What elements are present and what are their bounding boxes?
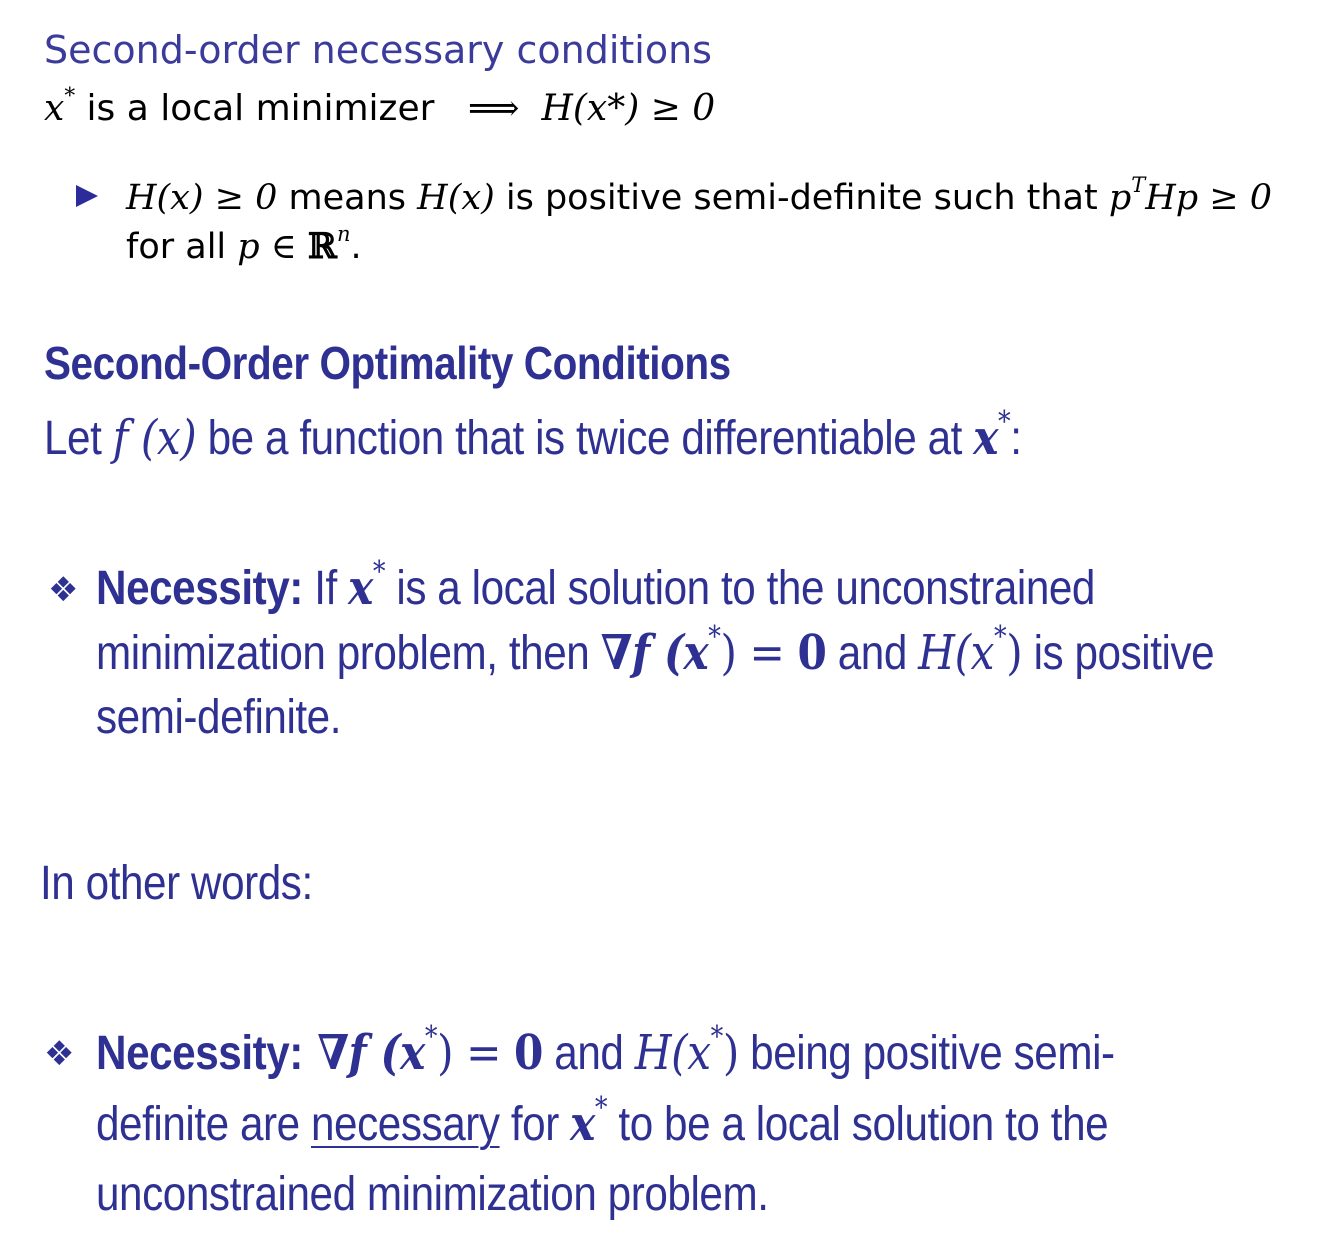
- necessity2-definite: definite are: [96, 1098, 312, 1151]
- intro-let: Let: [44, 412, 113, 465]
- intro-fx: f (x): [112, 410, 197, 466]
- bullet-line-2: [76, 222, 1316, 267]
- intro-star: *: [997, 403, 1011, 438]
- bullet-item: [76, 173, 1316, 267]
- necessity2-grad-close: ): [437, 1025, 454, 1081]
- necessity2-for: for: [499, 1098, 571, 1151]
- necessity1-row1: [96, 553, 1214, 621]
- condition-lhs-star: *: [64, 83, 76, 109]
- condition-lhs-text: is a local minimizer: [75, 88, 446, 129]
- diamond-bullet-icon: ❖: [44, 1034, 75, 1074]
- necessity2-h: H(x: [634, 1025, 711, 1081]
- bullet-real-set: ℝ: [307, 226, 337, 267]
- necessity1-h-star: *: [993, 618, 1007, 653]
- necessity2-necessary: necessary: [311, 1098, 500, 1151]
- necessity2-label: Necessity:: [96, 1027, 303, 1080]
- necessity-block-2: [96, 1018, 1254, 1230]
- bullet-expr-hp: Hp ≥ 0: [1145, 178, 1273, 218]
- condition-line: [44, 83, 716, 129]
- diamond-bullet-icon: ❖: [48, 570, 79, 610]
- necessity1-h-close: ): [1006, 625, 1023, 681]
- section-title: Second-order necessary conditions: [44, 28, 712, 72]
- necessity1-grad-star: *: [708, 618, 721, 653]
- necessity2-x: x: [570, 1096, 595, 1152]
- triangle-bullet-icon: [76, 185, 98, 207]
- bullet-hx2: H(x): [417, 178, 495, 218]
- bullet-for-all: for all: [126, 227, 238, 267]
- necessity1-if: If: [302, 562, 349, 615]
- necessity1-minimization: minimization problem, then: [96, 627, 601, 680]
- necessity1-text1: is a local solution to the unconstrained: [385, 562, 1095, 615]
- necessity2-h-star: *: [710, 1018, 723, 1053]
- necessity1-star: *: [372, 553, 386, 588]
- bullet-hx: H(x) ≥ 0: [126, 178, 278, 218]
- necessity2-eq: =: [453, 1025, 515, 1081]
- necessity2-row1: [96, 1018, 1115, 1089]
- necessity2-x-star: *: [594, 1089, 608, 1124]
- bullet-expr-transpose: T: [1131, 173, 1146, 198]
- necessity1-eq: =: [736, 625, 798, 681]
- necessity2-row2: [96, 1089, 1115, 1160]
- necessity-block-1: [96, 553, 1334, 750]
- implies-symbol: ⟹: [467, 88, 520, 129]
- necessity1-positive: is positive: [1022, 627, 1215, 680]
- bullet-text-means: means: [277, 178, 418, 218]
- necessity1-row3: semi-definite.: [96, 691, 342, 744]
- necessity1-x: x: [348, 560, 373, 616]
- other-words-text: In other words:: [40, 857, 313, 910]
- necessity2-being: being positive semi-: [738, 1027, 1115, 1080]
- optimality-heading: Second-Order Optimality Conditions: [44, 337, 731, 389]
- intro-line: [44, 403, 1022, 466]
- condition-lhs-var: x: [44, 88, 65, 129]
- necessity2-zero: 0: [514, 1025, 544, 1081]
- intro-text: be a function that is twice differentiable at: [196, 412, 974, 465]
- bullet-text-psd: is positive semi-definite such that: [494, 178, 1109, 218]
- bullet-var-p: p: [237, 227, 260, 267]
- necessity1-zero: 0: [797, 625, 827, 681]
- bullet-expr-p: p: [1108, 178, 1132, 218]
- intro-colon: :: [1010, 412, 1022, 465]
- necessity1-row2: [96, 618, 1215, 686]
- necessity1-grad-close: ): [720, 625, 737, 681]
- condition-rhs: H(x*) ≥ 0: [541, 88, 716, 129]
- necessity2-local: to be a local solution to the: [607, 1098, 1109, 1151]
- bullet-set-sup: n: [336, 222, 351, 247]
- necessity2-h-close: ): [722, 1025, 739, 1081]
- necessity1-grad: ∇f (x: [600, 625, 709, 681]
- necessity1-and: and: [826, 627, 919, 680]
- bullet-period: .: [350, 227, 362, 267]
- necessity2-grad: ∇f (x: [302, 1025, 425, 1081]
- necessity2-and: and: [543, 1027, 635, 1080]
- bullet-line-1: [76, 173, 1316, 218]
- necessity2-grad-star: *: [424, 1018, 438, 1053]
- bullet-in-symbol: ∈: [259, 227, 308, 267]
- necessity1-h: H(x: [918, 625, 994, 681]
- intro-xstar: x: [973, 410, 998, 466]
- necessity2-row3: unconstrained minimization problem.: [96, 1168, 769, 1221]
- necessity1-label: Necessity:: [96, 562, 303, 615]
